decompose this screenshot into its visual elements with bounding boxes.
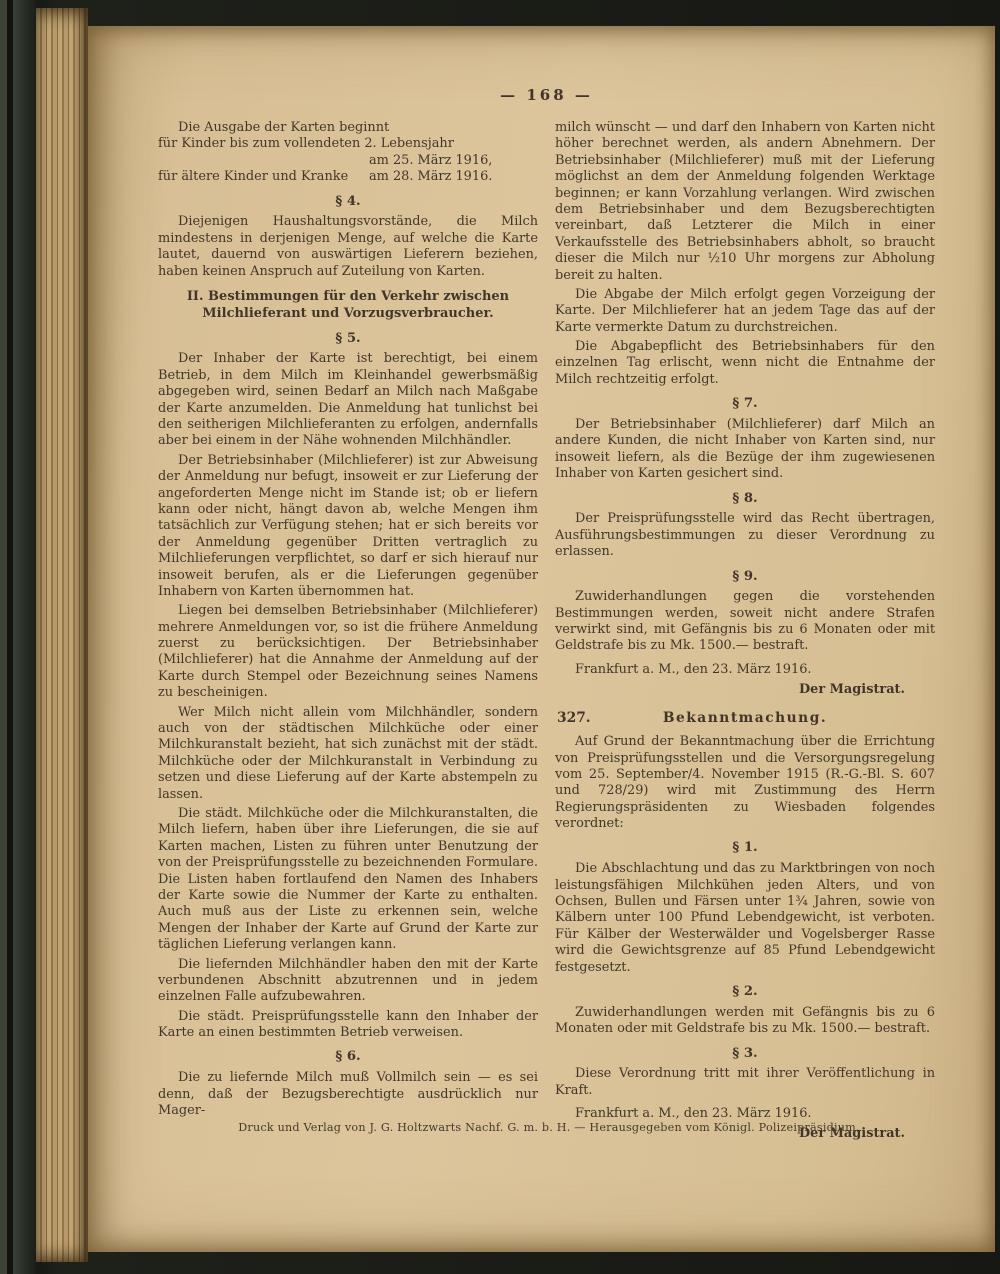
paragraph-s1: Die Abschlachtung und das zu Marktbringen von noch leistungsfähigen Milchkühen jeden Alters, und von Ochsen, Bullen und Färsen unter 1¾ Jahren, sowie von Kälbern unter 100 Pfund Lebendgewicht, ist verboten. Für Kälber der Westerwälder und Vogelsberger Rasse wird die Gewichtsgrenze auf 85 Pfund Lebendgewicht festgesetzt. xyxy=(555,861,935,975)
notice-title: Bekanntmachung. xyxy=(662,709,828,726)
paragraph-s5-3: Liegen bei demselben Betriebsinhaber (Milchlieferer) mehrere Anmeldungen vor, so ist die frühere Anmeldung zuerst zu berücksichtigen. Der Betriebsinhaber (Milchlieferer) hat die Annahme der Anmeldung auf der Karte durch Stempel oder Bezeichnung seines Namens zu bescheinigen. xyxy=(158,603,538,701)
section-9-heading: § 9. xyxy=(732,568,758,584)
opening-line-1: Die Ausgabe der Karten beginnt xyxy=(177,120,390,135)
dateline-second: Frankfurt a. M., den 23. März 1916. xyxy=(574,1106,812,1122)
book-binding xyxy=(0,0,36,1274)
paragraph-s2: Zuwiderhandlungen werden mit Gefängnis bis zu 6 Monaten oder mit Geldstrafe bis zu Mk. 1500.— bestraft. xyxy=(555,1004,935,1037)
notice-heading xyxy=(555,710,935,728)
paragraph-s7: Der Betriebsinhaber (Milchlieferer) darf Milch an andere Kunden, die nicht Inhaber von Karten sind, nur insoweit liefern, als die Bezüge der ihm zugewiesenen Inhaber von Karten gesichert sind. xyxy=(555,417,935,482)
paragraph-notice-intro: Auf Grund der Bekanntmachung über die Errichtung von Preisprüfungsstellen und die Versorgungsregelung vom 25. September/4. November 1915 (R.-G.-Bl. S. 607 und 728/29) wird mit Zustimmung des Herrn Regierungspräsidenten zu Wiesbaden folgendes verordnet: xyxy=(555,734,935,832)
section-8-heading: § 8. xyxy=(732,490,758,506)
opening-line-2: für Kinder bis zum vollendeten 2. Lebensjahr xyxy=(158,136,454,152)
right-column xyxy=(555,120,935,1142)
paragraph-s6-continued: milch wünscht — und darf den Inhabern von Karten nicht höher berechnet werden, als andern Abnehmern. Der Betriebsinhaber (Milchlieferer) muß mit der Lieferung möglichst an dem der Anmeldung folgenden Werktage beginnen; er kann Vorzahlung verlangen. Wird zwischen dem Betriebsinhaber und dem Bezugsberechtigten vereinbart, daß Letzterer die Milch in einer Verkaufsstelle des Betriebsinhabers abholt, so braucht dieser die Milch nur ½10 Uhr morgens zur Abholung bereit zu halten. xyxy=(555,120,935,283)
paragraph-s5-5: Die städt. Milchküche oder die Milchkuranstalten, die Milch liefern, haben über ihre Lieferungen, die sie auf Karten machen, Listen zu führen unter Benutzung der von der Preisprüfungsstelle zu bezeichnenden Formulare. Die Listen haben fortlaufend den Namen des Inhabers der Karte sowie die Nummer der Karte zu enthalten. Auch muß aus der Liste zu erkennen sein, welche Mengen der Inhaber der Karte auf Grund der Karte zur täglichen Lieferung verlangen kann. xyxy=(158,805,538,953)
paragraph-abgabe: Die Abgabe der Milch erfolgt gegen Vorzeigung der Karte. Der Milchlieferer hat an jedem Tage das auf der Karte vermerkte Datum zu durchstreichen. xyxy=(555,286,935,335)
dateline-first: Frankfurt a. M., den 23. März 1916. xyxy=(574,661,812,677)
opening-date-2: am 28. März 1916. xyxy=(368,169,493,185)
opening-date-1: am 25. März 1916, xyxy=(368,152,493,168)
signature-first: Der Magistrat. xyxy=(799,682,905,698)
page-edge-stack xyxy=(36,8,88,1262)
chapter-2-heading: II. Bestimmungen für den Verkehr zwischen Milchlieferant und Vorzugsverbraucher. xyxy=(186,288,510,321)
section-7-heading: § 7. xyxy=(732,396,758,412)
section-2-heading: § 2. xyxy=(732,983,758,999)
imprint-line: Druck und Verlag von J. G. Holtzwarts Nachf. G. m. b. H. — Herausgegeben vom Königl. Polizeipräsidium. xyxy=(238,1121,860,1134)
section-5-heading: § 5. xyxy=(335,330,361,346)
page-number: — 168 — xyxy=(500,86,593,104)
paragraph-s5-1: Der Inhaber der Karte ist berechtigt, bei einem Betrieb, in dem Milch im Kleinhandel gewerbsmäßig abgegeben wird, seinen Bedarf an Milch nach Maßgabe der Karte anzumelden. Die Anmeldung hat tunlichst bei den seitherigen Milchlieferanten zu erfolgen, andernfalls aber bei einem in der Nähe wohnenden Milchhändler. xyxy=(158,351,538,449)
section-1-heading: § 1. xyxy=(732,840,758,856)
notice-number: 327. xyxy=(557,709,591,726)
paragraph-s3: Diese Verordnung tritt mit ihrer Veröffentlichung in Kraft. xyxy=(555,1066,935,1098)
paragraph-s5-7: Die städt. Preisprüfungsstelle kann den Inhaber der Karte an einen bestimmten Betrieb verweisen. xyxy=(158,1008,538,1041)
paragraph-s8: Der Preisprüfungsstelle wird das Recht übertragen, Ausführungsbestimmungen zu dieser Verordnung zu erlassen. xyxy=(555,511,935,560)
paragraph-s4: Diejenigen Haushaltungsvorstände, die Milch mindestens in derjenigen Menge, auf welche die Karte lautet, dauernd von auswärtigen Lieferern beziehen, haben keinen Anspruch auf Zuteilung von Karten. xyxy=(158,214,538,279)
opening-line-3 xyxy=(158,169,492,185)
opening-text: für ältere Kinder und Kranke xyxy=(158,169,349,185)
paragraph-abgabepflicht: Die Abgabepflicht des Betriebsinhabers für den einzelnen Tag erlischt, wenn nicht die Entnahme der Milch rechtzeitig erfolgt. xyxy=(555,339,935,387)
section-3-heading: § 3. xyxy=(732,1045,758,1061)
left-column xyxy=(158,120,538,1118)
section-6-heading: § 6. xyxy=(335,1049,361,1065)
paragraph-s5-4: Wer Milch nicht allein vom Milchhändler, sondern auch von der städtischen Milchküche oder einer Milchkuranstalt bezieht, hat sich zunächst mit der städt. Milchküche oder der Milchkuranstalt in Verbindung zu setzen und diese Lieferung auf der Karte abstempeln zu lassen. xyxy=(158,704,538,802)
paragraph-s6: Die zu liefernde Milch muß Vollmilch sein — es sei denn, daß der Bezugsberechtigte ausdrücklich nur Mager- xyxy=(158,1070,538,1118)
paragraph-s9: Zuwiderhandlungen gegen die vorstehenden Bestimmungen werden, soweit nicht andere Strafen verwirkt sind, mit Gefängnis bis zu 6 Monaten oder mit Geldstrafe bis zu Mk. 1500.— bestraft. xyxy=(555,589,935,654)
section-4-heading: § 4. xyxy=(335,193,361,209)
signature-second: Der Magistrat. xyxy=(799,1126,905,1142)
paragraph-s5-6: Die liefernden Milchhändler haben den mit der Karte verbundenen Abschnitt abzutrennen und in jedem einzelnen Falle aufzubewahren. xyxy=(158,956,538,1005)
paper-page xyxy=(88,26,995,1252)
paragraph-s5-2: Der Betriebsinhaber (Milchlieferer) ist zur Abweisung der Anmeldung nur befugt, insoweit er zur Lieferung der angeforderten Menge nicht im Stande ist; ob er liefern kann oder nicht, hängt davon ab, welche Mengen ihm tatsächlich zur Verfügung stehen; hat er sich bereits vor der Anmeldung gegenüber Dritten vertraglich zu Milchlieferungen verpflichtet, so darf er sich hierauf nur insoweit berufen, als er die Lieferungen gegenüber Inhabern von Karten übernommen hat. xyxy=(158,452,538,599)
